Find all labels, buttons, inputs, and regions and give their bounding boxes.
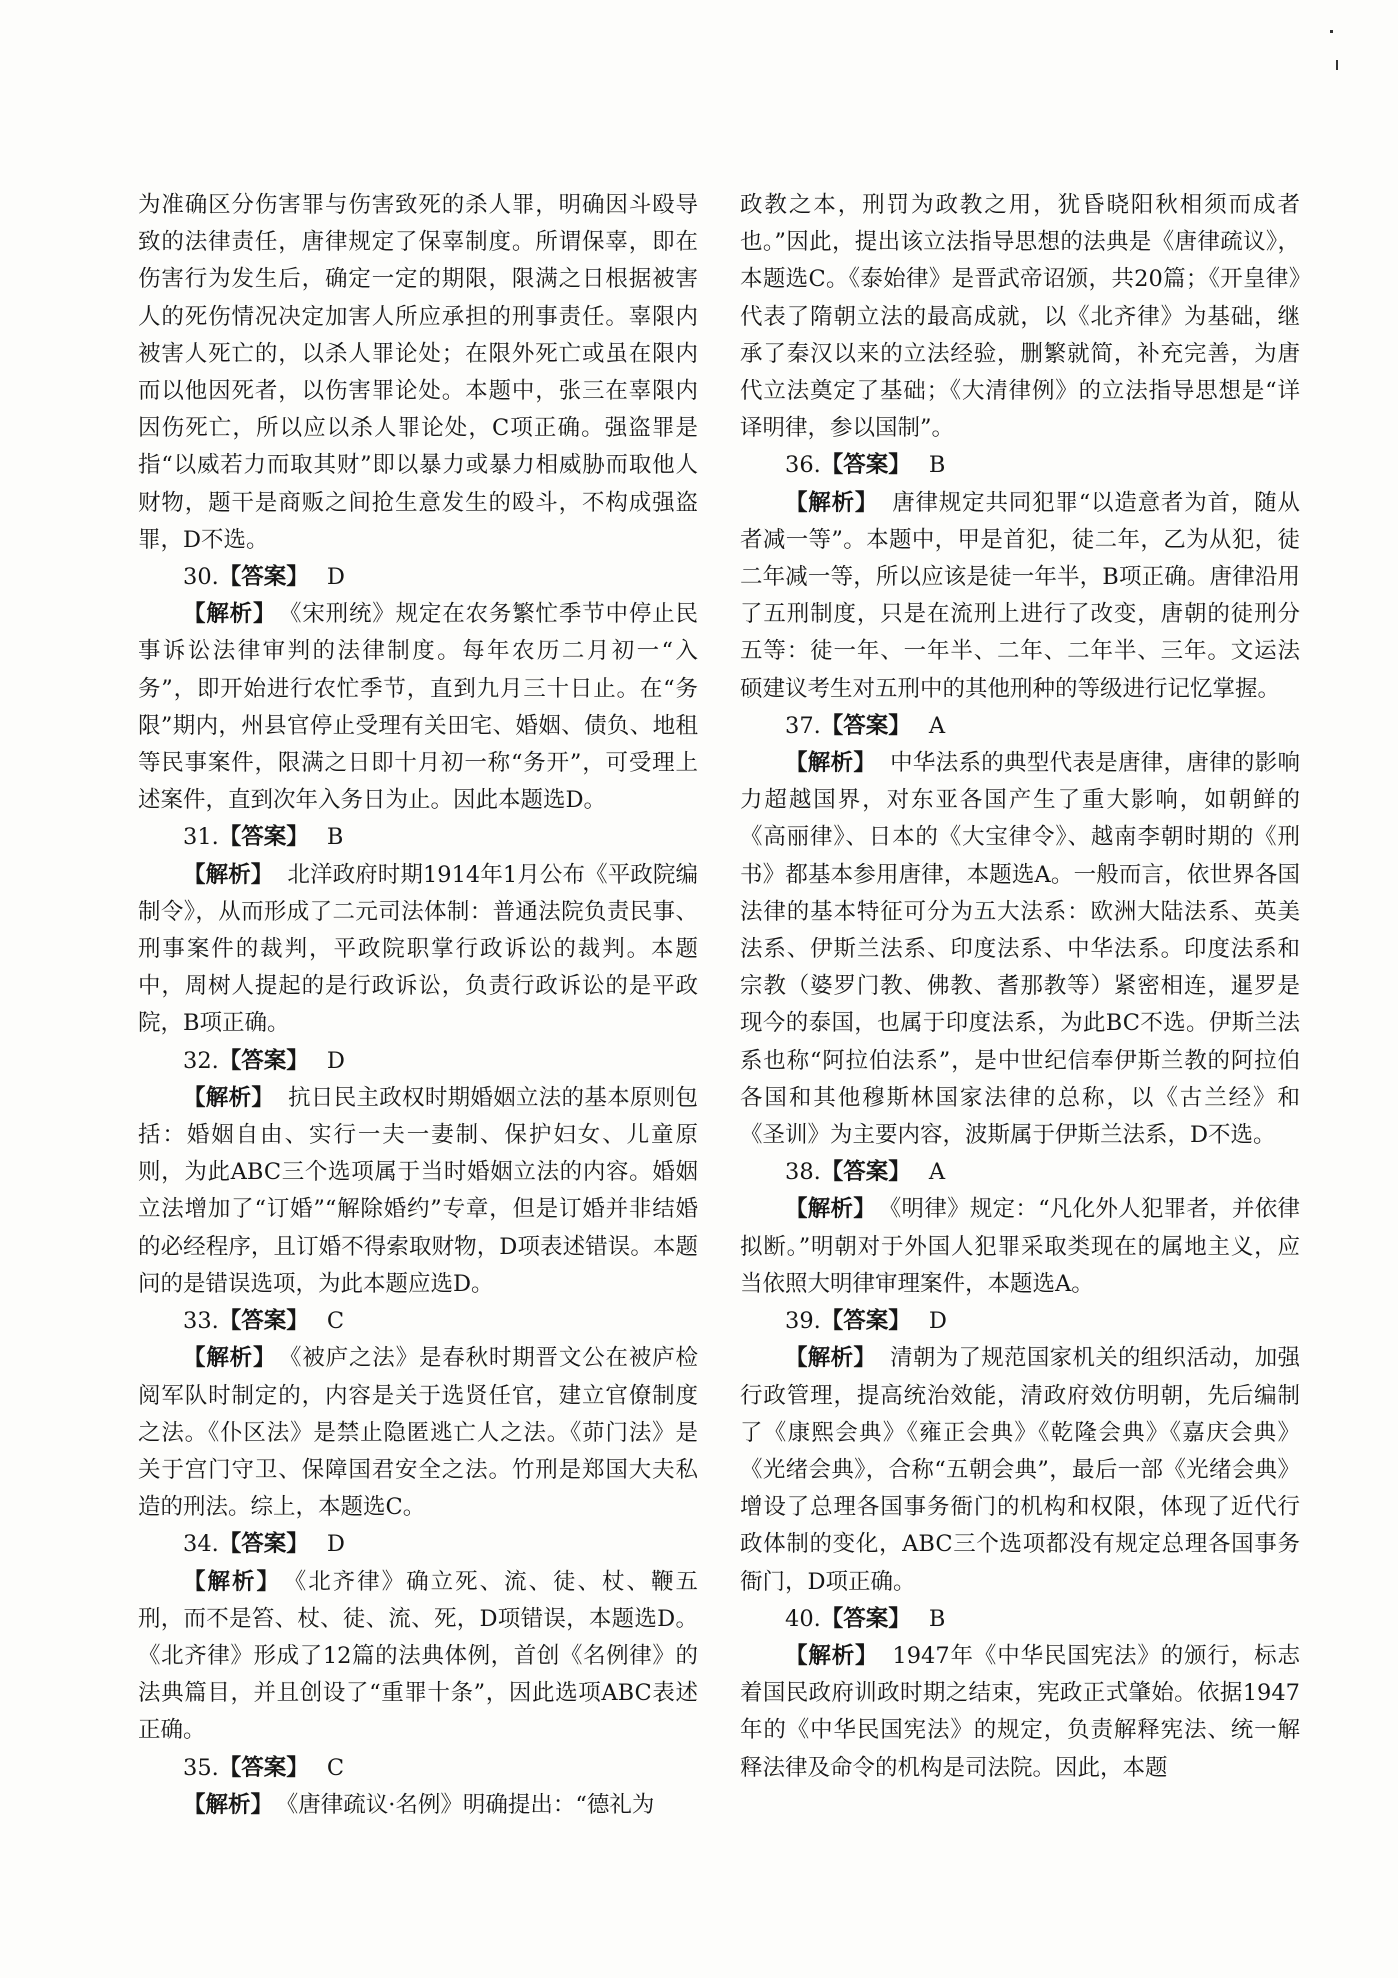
scan-speck <box>1336 60 1338 70</box>
question-number: 34. <box>183 1531 219 1558</box>
analysis-text: 唐律规定共同犯罪“以造意者为首，随从者减一等”。本题中，甲是首犯，徒二年，乙为从犯，徒二年减一等，所以应该是徒一年半，B项正确。唐律沿用了五刑制度，只是在流刑上进行了改变，唐朝的徒刑分五等：徒一年、一年半、二年、二年半、三年。文运法硕建议考生对五刑中的其他刑种的等级进行记忆掌握。 <box>740 489 1300 702</box>
answer-tag: 【答案】 <box>218 824 309 851</box>
analysis-tag: 【解析】 <box>785 750 877 777</box>
answer-line <box>138 559 698 596</box>
analysis-text: 《被庐之法》是春秋时期晋文公在被庐检阅军队时制定的，内容是关于选贤任官，建立官僚制度之法。《仆区法》是禁止隐匿逃亡人之法。《茆门法》是关于宫门守卫、保障国君安全之法。竹刑是郑国大夫私造的刑法。综上，本题选C。 <box>138 1345 698 1521</box>
analysis-text: 《明律》规定：“凡化外人犯罪者，并依律拟断。”明朝对于外国人犯罪采取类现在的属地主义，应当依照大明律审理案件，本题选A。 <box>740 1196 1300 1297</box>
question-number: 31. <box>183 824 219 851</box>
answer-letter: D <box>928 1308 947 1335</box>
analysis-paragraph <box>740 1638 1300 1787</box>
analysis-paragraph <box>138 1340 698 1526</box>
answer-line <box>138 1750 698 1787</box>
left-column <box>138 187 698 1824</box>
answer-letter: A <box>928 1159 946 1186</box>
analysis-text: 北洋政府时期1914年1月公布《平政院编制令》，从而形成了二元司法体制：普通法院负责民事、刑事案件的裁判，平政院职掌行政诉讼的裁判。本题中，周树人提起的是行政诉讼，负责行政诉讼的是平政院，B项正确。 <box>138 861 698 1037</box>
analysis-paragraph <box>740 1191 1300 1303</box>
right-column <box>740 187 1300 1787</box>
question-number: 35. <box>183 1754 219 1781</box>
answer-tag: 【答案】 <box>820 1159 911 1186</box>
question-number: 33. <box>183 1308 219 1335</box>
answer-tag: 【答案】 <box>820 712 911 739</box>
answer-line <box>138 1526 698 1563</box>
analysis-text: 《唐律疏议·名例》明确提出：“德礼为 <box>287 1791 655 1818</box>
analysis-tag: 【解析】 <box>785 1345 877 1372</box>
analysis-paragraph <box>740 485 1300 708</box>
analysis-paragraph <box>138 1564 698 1750</box>
paragraph: 为准确区分伤害罪与伤害致死的杀人罪，明确因斗殴导致的法律责任，唐律规定了保辜制度。所谓保辜，即在伤害行为发生后，确定一定的期限，限满之日根据被害人的死伤情况决定加害人所应承担的刑事责任。辜限内被害人死亡的，以杀人罪论处；在限外死亡或虽在限内而以他因死者，以伤害罪论处。本题中，张三在辜限内因伤死亡，所以应以杀人罪论处，C项正确。强盗罪是指“以威若力而取其财”即以暴力或暴力相威胁而取他人财物，题干是商贩之间抢生意发生的殴斗，不构成强盗罪，D不选。 <box>138 192 698 553</box>
question-number: 38. <box>785 1159 821 1186</box>
answer-letter: B <box>326 824 344 851</box>
answer-line <box>138 1043 698 1080</box>
analysis-tag: 【解析】 <box>785 489 879 516</box>
analysis-tag: 【解析】 <box>183 861 274 888</box>
answer-tag: 【答案】 <box>820 1605 911 1632</box>
answer-tag: 【答案】 <box>218 1308 309 1335</box>
question-number: 30. <box>183 564 219 591</box>
analysis-tag: 【解析】 <box>183 1791 274 1818</box>
question-number: 36. <box>785 452 821 479</box>
analysis-text: 抗日民主政权时期婚姻立法的基本原则包括：婚姻自由、实行一夫一妻制、保护妇女、儿童原则，为此ABC三个选项属于当时婚姻立法的内容。婚姻立法增加了“订婚”“解除婚约”专章，但是订婚并非结婚的必经程序，且订婚不得索取财物，D项表述错误。本题问的是错误选项，为此本题应选D。 <box>138 1084 698 1297</box>
answer-letter: D <box>326 1047 345 1074</box>
scan-speck <box>1330 30 1333 33</box>
question-number: 39. <box>785 1308 821 1335</box>
answer-tag: 【答案】 <box>820 452 911 479</box>
answer-line <box>740 447 1300 484</box>
answer-letter: C <box>326 1308 345 1335</box>
answer-line <box>138 819 698 856</box>
analysis-tag: 【解析】 <box>183 601 277 628</box>
answer-line <box>740 708 1300 745</box>
analysis-paragraph <box>138 1787 698 1824</box>
answer-tag: 【答案】 <box>218 1047 309 1074</box>
answer-tag: 【答案】 <box>218 1754 309 1781</box>
answer-letter: A <box>928 712 946 739</box>
analysis-tag: 【解析】 <box>183 1084 275 1111</box>
analysis-tag: 【解析】 <box>785 1196 877 1223</box>
answer-letter: B <box>928 452 946 479</box>
question-number: 37. <box>785 712 821 739</box>
answer-tag: 【答案】 <box>218 1531 309 1558</box>
analysis-paragraph <box>138 596 698 819</box>
analysis-tag: 【解析】 <box>183 1345 277 1372</box>
answer-letter: B <box>928 1605 946 1632</box>
answer-line <box>740 1303 1300 1340</box>
analysis-paragraph <box>138 1080 698 1303</box>
analysis-text: 中华法系的典型代表是唐律，唐律的影响力超越国界，对东亚各国产生了重大影响，如朝鲜的《高丽律》、日本的《大宝律令》、越南李朝时期的《刑书》都基本参用唐律，本题选A。一般而言，依世界各国法律的基本特征可分为五大法系：欧洲大陆法系、英美法系、伊斯兰法系、印度法系、中华法系。印度法系和宗教（婆罗门教、佛教、耆那教等）紧密相连，暹罗是现今的泰国，也属于印度法系，为此BC不选。伊斯兰法系也称“阿拉伯法系”，是中世纪信奉伊斯兰教的阿拉伯各国和其他穆斯林国家法律的总称，以《古兰经》和《圣训》为主要内容，波斯属于伊斯兰法系，D不选。 <box>740 750 1300 1149</box>
analysis-text: 清朝为了规范国家机关的组织活动，加强行政管理，提高统治效能，清政府效仿明朝，先后编制了《康熙会典》《雍正会典》《乾隆会典》《嘉庆会典》《光绪会典》，合称“五朝会典”，最后一部《光绪会典》增设了总理各国事务衙门的机构和权限，体现了近代行政体制的变化，ABC三个选项都没有规定总理各国事务衙门，D项正确。 <box>740 1345 1300 1595</box>
analysis-paragraph <box>740 745 1300 1154</box>
answer-line <box>138 1303 698 1340</box>
answer-line <box>740 1601 1300 1638</box>
analysis-paragraph <box>138 857 698 1043</box>
analysis-text: 《北齐律》确立死、流、徒、杖、鞭五刑，而不是笞、杖、徒、流、死，D项错误，本题选D。《北齐律》形成了12篇的法典体例，首创《名例律》的法典篇目，并且创设了“重罪十条”，因此选项ABC表述正确。 <box>138 1568 698 1744</box>
analysis-text: 《宋刑统》规定在农务繁忙季节中停止民事诉讼法律审判的法律制度。每年农历二月初一“入务”，即开始进行农忙季节，直到九月三十日止。在“务限”期内，州县官停止受理有关田宅、婚姻、债负、地租等民事案件，限满之日即十月初一称“务开”，可受理上述案件，直到次年入务日为止。因此本题选D。 <box>138 601 698 814</box>
answer-line <box>740 1154 1300 1191</box>
paragraph: 政教之本，刑罚为政教之用，犹昏晓阳秋相须而成者也。”因此，提出该立法指导思想的法典是《唐律疏议》，本题选C。《泰始律》是晋武帝诏颁，共20篇；《开皇律》代表了隋朝立法的最高成就，以《北齐律》为基础，继承了秦汉以来的立法经验，删繁就简，补充完善，为唐代立法奠定了基础；《大清律例》的立法指导思想是“详译明律，参以国制”。 <box>740 192 1300 442</box>
analysis-tag: 【解析】 <box>183 1568 281 1595</box>
analysis-paragraph <box>740 1340 1300 1600</box>
analysis-text: 1947年《中华民国宪法》的颁行，标志着国民政府训政时期之结束，宪政正式肇始。依据1947年的《中华民国宪法》的规定，负责解释宪法、统一解释法律及命令的机构是司法院。因此，本题 <box>740 1642 1300 1781</box>
question-number: 32. <box>183 1047 219 1074</box>
answer-letter: C <box>326 1754 345 1781</box>
question-number: 40. <box>785 1605 821 1632</box>
answer-letter: D <box>326 564 345 591</box>
analysis-tag: 【解析】 <box>785 1642 879 1669</box>
answer-tag: 【答案】 <box>218 564 309 591</box>
answer-tag: 【答案】 <box>820 1308 911 1335</box>
answer-letter: D <box>326 1531 345 1558</box>
